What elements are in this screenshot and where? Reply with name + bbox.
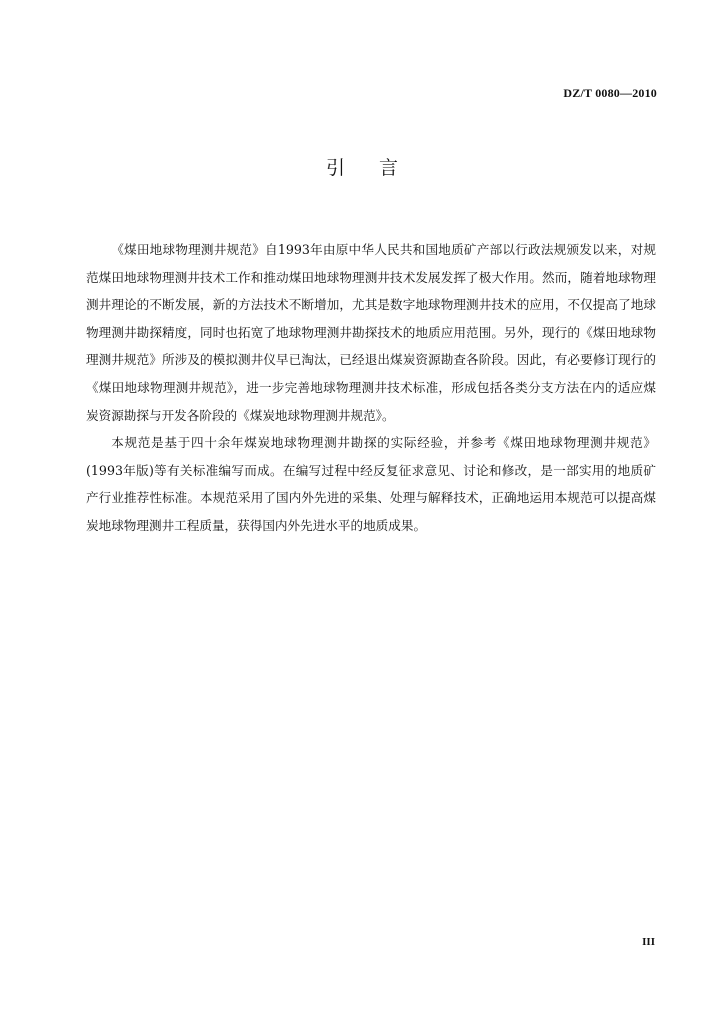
body-text [86, 236, 656, 540]
paragraph-2: 本规范是基于四十余年煤炭地球物理测井勘探的实际经验，并参考《煤田地球物理测井规范》(1993年版)等有关标准编写而成。在编写过程中经反复征求意见、讨论和修改，是一部实用的地质矿产行业推荐性标准。本规范采用了国内外先进的采集、处理与解释技术，正确地运用本规范可以提高煤炭地球物理测井工程质量，获得国内外先进水平的地质成果。 [86, 435, 656, 533]
paragraph-1: 《煤田地球物理测井规范》自1993年由原中华人民共和国地质矿产部以行政法规颁发以来，对规范煤田地球物理测井技术工作和推动煤田地球物理测井技术发展发挥了极大作用。然而，随着地球物理测井理论的不断发展，新的方法技术不断增加，尤其是数字地球物理测井技术的应用，不仅提高了地球物理测井勘探精度，同时也拓宽了地球物理测井勘探技术的地质应用范围。另外，现行的《煤田地球物理测井规范》所涉及的模拟测井仪早已淘汰，已经退出煤炭资源勘查各阶段。因此，有必要修订现行的《煤田地球物理测井规范》，进一步完善地球物理测井技术标准，形成包括各类分支方法在内的适应煤炭资源勘探与开发各阶段的《煤炭地球物理测井规范》。 [86, 242, 656, 423]
page-title: 引言 [325, 157, 432, 179]
standard-code: DZ/T 0080—2010 [563, 86, 657, 100]
page-number: III [642, 936, 655, 948]
